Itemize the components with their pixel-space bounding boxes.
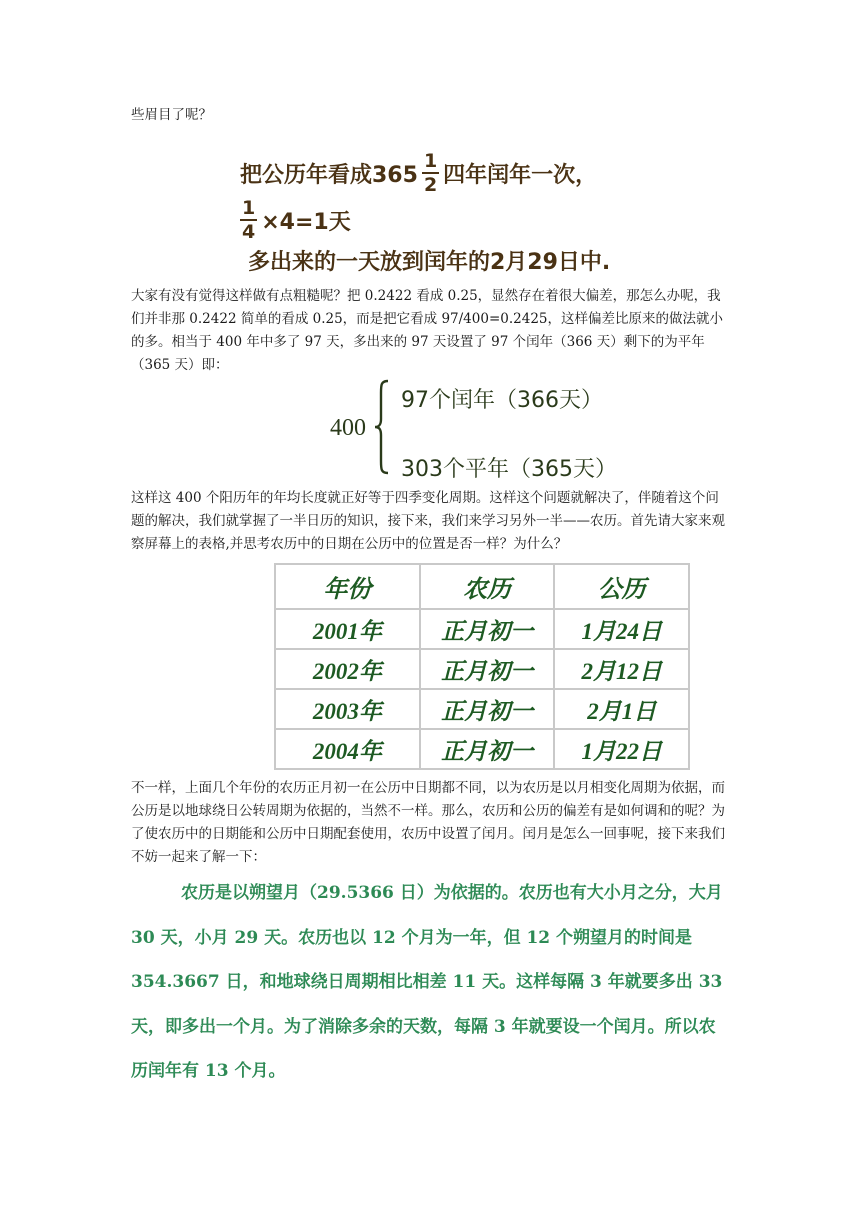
leap-years-label: 97个闰年（366天）	[401, 388, 603, 413]
cell-year: 2003年	[275, 689, 420, 729]
total-years: 400	[330, 415, 366, 441]
paragraph-transition: 这样这 400 个阳历年的年均长度就正好等于四季变化周期。这样这个问题就解决了，伴随着这个问题的解决，我们就掌握了一半日历的知识，接下来，我们来学习另外一半——农历。首先请大家来观察屏幕上的表格,并思考农历中的日期在公历中的位置是否一样？为什么？	[131, 490, 725, 552]
table-row	[275, 649, 689, 689]
cell-year: 2004年	[275, 729, 420, 769]
cell-lunar: 正月初一	[420, 609, 555, 649]
cell-year: 2001年	[275, 609, 420, 649]
cell-lunar: 正月初一	[420, 729, 555, 769]
year-split-diagram	[330, 377, 650, 482]
fraction-numerator: 1	[242, 197, 256, 219]
table-header-row	[275, 564, 689, 609]
fraction-one-quarter	[240, 197, 257, 243]
fraction-one-half	[422, 150, 439, 196]
formula-line1-suffix: 四年闰年一次，	[443, 162, 598, 188]
formula-line1-prefix: 把公历年看成365	[240, 162, 418, 188]
cell-solar: 1月22日	[554, 729, 689, 769]
cell-solar: 2月1日	[554, 689, 689, 729]
cell-solar: 2月12日	[554, 649, 689, 689]
leap-year-formula	[240, 146, 660, 276]
formula-line-3: 多出来的一天放到闰年的2月29日中.	[248, 249, 611, 275]
lunar-solar-table	[274, 563, 690, 770]
cell-year: 2002年	[275, 649, 420, 689]
formula-line-2	[240, 196, 351, 244]
header-solar: 公历	[554, 564, 689, 609]
formula-line2-suffix: ×4=1天	[261, 209, 351, 235]
table-row	[275, 729, 689, 769]
header-lunar: 农历	[420, 564, 555, 609]
curly-brace-icon	[374, 379, 392, 475]
lunar-calendar-paragraph: 农历是以朔望月（29.5366 日）为依据的。农历也有大小月之分，大月 30 天，小月 29 天。农历也以 12 个月为一年，但 12 个朔望月的时间是 354.3667 日，和地球绕日周期相比相差 11 天。这样每隔 3 年就要多出 33 天，即多出一个月。为了消除多余的天数，每隔 3 年就要设一个闰月。所以农历闰年有 13 个月。	[131, 883, 723, 1081]
cell-solar: 1月24日	[554, 609, 689, 649]
table-row	[275, 689, 689, 729]
paragraph-explanation: 不一样，上面几个年份的农历正月初一在公历中日期都不同，以为农历是以月相变化周期为依据，而公历是以地球绕日公转周期为依据的，当然不一样。那么，农历和公历的偏差有是如何调和的呢？为了使农历中的日期能和公历中日期配套使用，农历中设置了闰月。闰月是怎么一回事呢，接下来我们不妨一起来了解一下：	[131, 780, 725, 865]
paragraph-approximation: 大家有没有觉得这样做有点粗糙呢？把 0.2422 看成 0.25，显然存在着很大偏差，那怎么办呢，我们并非那 0.2422 简单的看成 0.25，而是把它看成 97/400=0.2425，这样偏差比原来的做法就小的多。相当于 400 年中多了 97 天，多出来的 97 天设置了 97 个闰年（366 天）剩下的为平年（365 天）即：	[131, 288, 724, 373]
formula-line-1	[240, 146, 597, 200]
fraction-denominator: 2	[423, 174, 438, 196]
intro-fragment: 些眉目了呢？	[131, 107, 212, 123]
header-year: 年份	[275, 564, 420, 609]
fraction-numerator: 1	[423, 150, 438, 172]
cell-lunar: 正月初一	[420, 649, 555, 689]
common-years-label: 303个平年（365天）	[401, 457, 617, 482]
cell-lunar: 正月初一	[420, 689, 555, 729]
fraction-denominator: 4	[242, 221, 256, 243]
table-row	[275, 609, 689, 649]
